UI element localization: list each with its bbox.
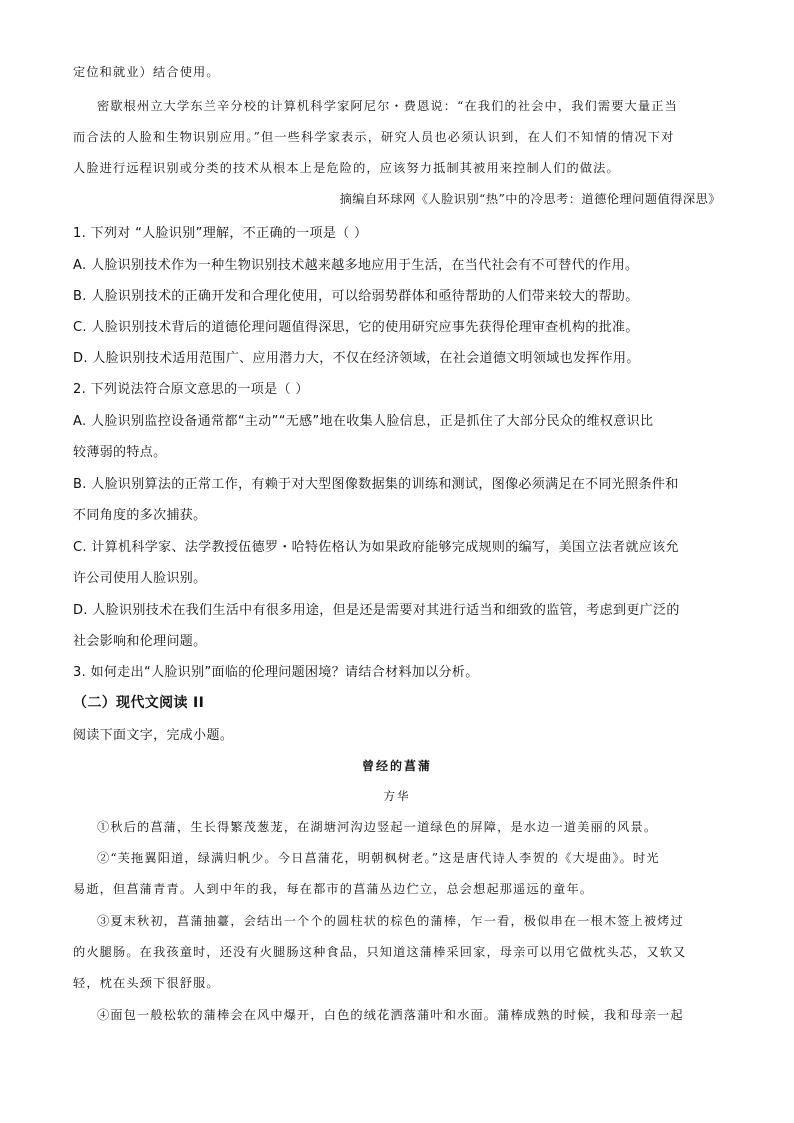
article-paragraph-line: 轻，枕在头颈下很舒服。 xyxy=(73,976,220,990)
option-d: D. 人脸识别技术适用范围广、应用潜力大，不仅在经济领域，在社会道德文明领域也发挥作用。 xyxy=(73,351,640,366)
question-stem: 3. 如何走出“人脸识别”面临的伦理问题困境？请结合材料加以分析。 xyxy=(73,665,479,680)
article-paragraph-line: 的火腿肠。在我孩童时，还没有火腿肠这种食品，只知道这蒲棒采回家，母亲可以用它做枕头芯，又软又 xyxy=(73,945,687,959)
article-paragraph: ②“芙拖翼阳道，绿满归帆少。今日菖蒲花，明朝枫树老。”这是唐代诗人李贺的《大堤曲》。时光 xyxy=(97,851,660,865)
option-a: A. 人脸识别监控设备通常都“主动”“无感”地在收集人脸信息，正是抓住了大部分民众的维权意识比 xyxy=(73,414,654,429)
question-stem: 1. 下列对 “人脸识别”理解，不正确的一项是（ ） xyxy=(73,226,368,241)
option-b: B. 人脸识别算法的正常工作，有赖于对大型图像数据集的训练和测试，图像必须满足在不同光照条件和 xyxy=(73,477,679,492)
option-a-continued: 较薄弱的特点。 xyxy=(73,445,167,460)
article-paragraph: ④面包一般松软的蒲棒会在风中爆开，白色的绒花洒落蒲叶和水面。蒲棒成熟的时候，我和母亲一起 xyxy=(97,1008,684,1022)
option-c: C. 人脸识别技术背后的道德伦理问题值得深思，它的使用研究应事先获得伦理审查机构的批准。 xyxy=(73,320,639,335)
option-d-continued: 社会影响和伦理问题。 xyxy=(73,634,207,649)
option-a: A. 人脸识别技术作为一种生物识别技术越来越多地应用于生活，在当代社会有不可替代的作用。 xyxy=(73,258,639,273)
option-b: B. 人脸识别技术的正确开发和合理化使用，可以给弱势群体和亟待帮助的人们带来较大的帮助。 xyxy=(73,289,639,304)
question-stem: 2. 下列说法符合原文意思的一项是（ ） xyxy=(73,382,309,397)
passage-line: 密歇根州立大学东兰辛分校的计算机科学家阿尼尔・费恩说：“在我们的社会中，我们需要大量正当 xyxy=(97,99,678,113)
option-d: D. 人脸识别技术在我们生活中有很多用途，但是还是需要对其进行适当和细致的监管，考虑到更广泛的 xyxy=(73,603,680,618)
source-citation: 摘编自环球网《人脸识别“热”中的冷思考：道德伦理问题值得深思》 xyxy=(339,192,721,206)
option-c: C. 计算机科学家、法学教授伍德罗・哈特佐格认为如果政府能够完成规则的编写，美国立法者就应该允 xyxy=(73,540,679,555)
article-author: 方华 xyxy=(383,789,411,803)
article-paragraph-line: 易逝，但菖蒲青青。人到中年的我，每在都市的菖蒲丛边伫立，总会想起那遥远的童年。 xyxy=(73,882,594,896)
option-b-continued: 不同角度的多次捕获。 xyxy=(73,508,207,523)
option-c-continued: 许公司使用人脸识别。 xyxy=(73,571,207,586)
article-title: 曾经的菖蒲 xyxy=(361,759,432,773)
article-paragraph: ③夏末秋初，菖蒲抽薹，会结出一个个的圆柱状的棕色的蒲棒，乍一看，极似串在一根木签上被烤过 xyxy=(97,914,684,928)
article-paragraph: ①秋后的菖蒲，生长得繁茂葱茏，在湖塘河沟边竖起一道绿色的屏障，是水边一道美丽的风景。 xyxy=(97,820,658,834)
passage-line: 定位和就业）结合使用。 xyxy=(73,65,220,79)
passage-line: 人脸进行远程识别或分类的技术从根本上是危险的，应该努力抵制其被用来控制人们的做法。 xyxy=(73,161,620,175)
instruction-text: 阅读下面文字，完成小题。 xyxy=(73,728,234,743)
passage-line: 而合法的人脸和生物识别应用。”但一些科学家表示，研究人员也必须认识到，在人们不知情的情况下对 xyxy=(73,130,675,144)
section-heading: （二）现代文阅读 II xyxy=(73,695,205,711)
